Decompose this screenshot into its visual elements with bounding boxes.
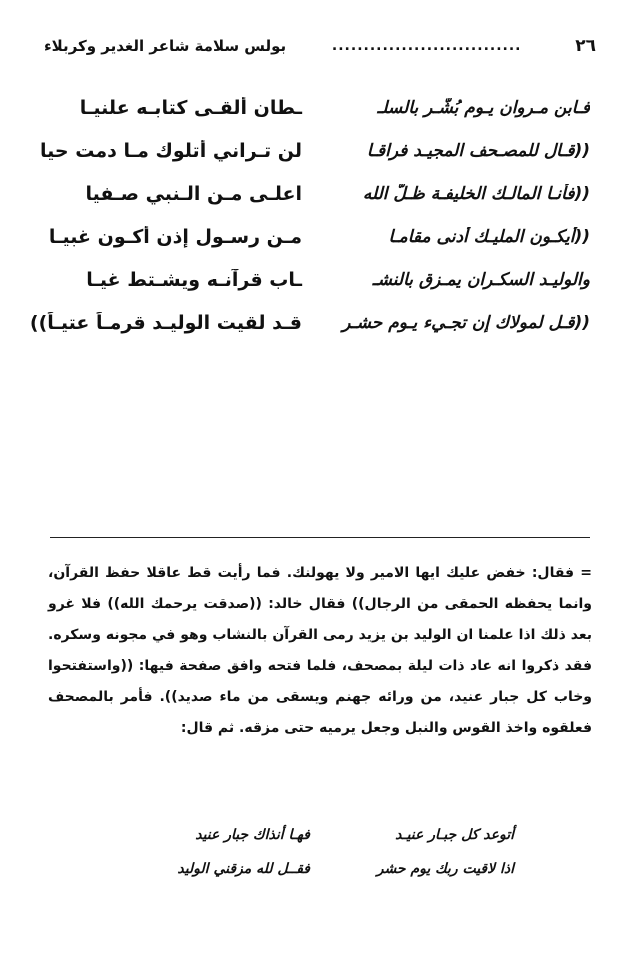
poem-verse: [30, 301, 590, 344]
footnote: [48, 558, 592, 744]
verse-first-hemistich: ((قـال للمصـحف المجيـد فراقـا: [366, 140, 590, 161]
footnote-verse-second-hemistich: فقــل لله مزقني الوليد: [177, 861, 310, 877]
running-title: بولس سلامة شاعر الغدير وكربلاء: [44, 37, 287, 55]
page-header: [44, 34, 596, 58]
verse-first-hemistich: ((قـل لمولاك إن تجـيء يـوم حشـر: [342, 312, 590, 333]
verse-second-hemistich: ـطان ألقـى كتابـه علنيـا: [79, 96, 302, 119]
verse-second-hemistich: اعلـى مـن الـنبي صـفيا: [85, 182, 302, 205]
verse-second-hemistich: لن تـراني أتلوك مـا دمت حيا: [40, 139, 302, 162]
footnote-verses: [110, 818, 514, 886]
poem-verse: [30, 172, 590, 215]
poem-verse: [30, 258, 590, 301]
footnote-verse: [110, 852, 514, 886]
page-number: ٢٦: [575, 36, 596, 56]
footnote-verse-first-hemistich: أتوعد كل جبـار عنيـد: [395, 827, 514, 843]
verse-second-hemistich: قـد لقيت الوليـد قرمـاً عتيـاً)): [30, 311, 302, 334]
footnote-verse: [110, 818, 514, 852]
verse-first-hemistich: ((فأنـا المالـك الخليفـة ظـلّ الله: [362, 183, 590, 204]
footnote-verse-first-hemistich: اذا لاقيت ربك يوم حشر: [376, 861, 514, 877]
poem-verse: [30, 215, 590, 258]
verse-first-hemistich: ((أيكـون المليـك أدنى مقامـا: [388, 226, 590, 247]
footnote-paragraph: = فقال: خفض عليك ايها الامير ولا يهولنك. فما رأيت قط عاقلا حفظ القرآن، وانما يحفظه الحمقى من الرجال)) فقال خالد: ((صدقت يرحمك الله)) فلا غرو بعد ذلك اذا علمنا ان الوليد بن يزيد رمى القرآن بالنشاب وهو في مجونه وسكره. فقد ذكروا انه عاد ذات ليلة بمصحف، فلما فتحه وافق صفحة فيها: ((واستفتحوا وخاب كل جبار عنيد، من ورائه جهنم ويسقى من ماء صديد)). فأمر بالمصحف فعلقوه واخذ القوس والنبل وجعل يرميه حتى مزقه. ثم قال:: [48, 565, 592, 736]
poem: [30, 86, 590, 344]
verse-first-hemistich: فـابن مـروان يـوم بُشّـر بالسلـ: [377, 97, 590, 118]
verse-second-hemistich: ـاب قرآنـه ويشـتط غيـا: [86, 268, 302, 291]
header-leader-dots: ..............................: [331, 38, 522, 54]
poem-verse: [30, 86, 590, 129]
verse-first-hemistich: والوليـد السكـران يمـزق بالنشـ: [372, 269, 590, 290]
footnote-verse-second-hemistich: فهـا أنذاك جبار عنيد: [195, 827, 310, 843]
verse-second-hemistich: مـن رسـول إذن أكـون غبيـا: [48, 225, 302, 248]
poem-verse: [30, 129, 590, 172]
footnote-divider: [50, 537, 590, 538]
